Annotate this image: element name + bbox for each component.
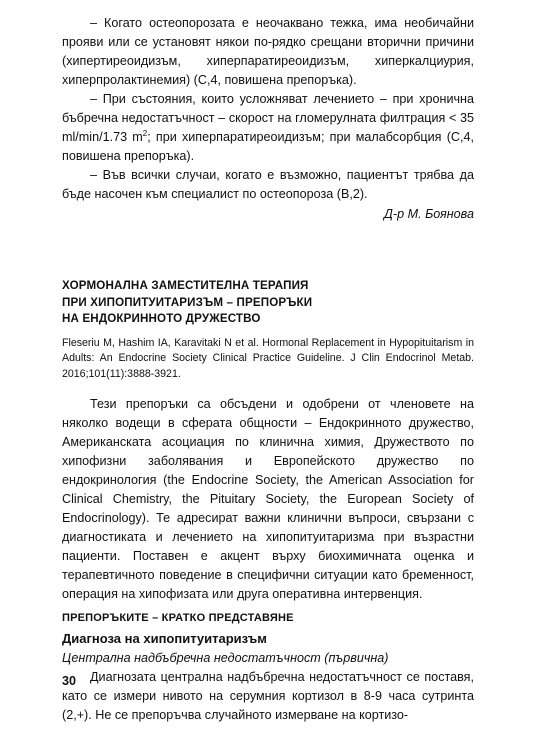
subsection-heading: ПРЕПОРЪКИТЕ – КРАТКО ПРЕДСТАВЯНЕ <box>62 612 294 624</box>
author-signature: Д-р М. Боянова <box>384 207 474 221</box>
diagnosis-paragraph: Диагнозата централна надбъбречна недостатъчност се поставя, като се измери нивото на серумния кортизол в 8-9 часа сутринта (2,+). Не се препоръчва случайното измерване на кортизо- <box>62 670 474 722</box>
intro-paragraph: Тези препоръки са обсъдени и одобрени от членовете на няколко водещи в сферата общности – Ендокринното дружество, Американската асоциация по клинична химия, Дружеството по хипофизни заболявания и Европейското дружество по ендокринология (the Endocrine Society, the American Association for Clinical Chemistry, the Pituitary Society, the European Society of Endocrinology). Те адресират важни клинични въпроси, свързани с диагностиката и лечението на хипопитуитаризма при възрастни пациенти. Поставен е акцент върху биохимичната оценка и терапевтичното поведение в специфични ситуации като бременност, операция на хипофизата или друга оперативна интервенция. <box>62 397 474 601</box>
page-number: 30 <box>62 674 77 688</box>
page-content <box>62 14 474 725</box>
bullet-complicating-conditions: – При състояния, които усложняват лечението – при хронична бъбречна недостатъчност – скорост на гломерулната филтрация < 35 ml/min/1.73 $m^2$; при хиперпаратиреоидизъм; при малабсорбция (C,4, повишена препоръка). <box>62 92 474 163</box>
citation: Fleseriu M, Hashim IA, Karavitaki N et al. Hormonal Replacement in Hypopituitarism in Adults: An Endocrine Society Clinical Practice Guideline. J Clin Endocrinol Metab. 2016;101(11):3888-3921. <box>62 336 474 380</box>
subsection-title: Диагноза на хипопитуитаризъм <box>62 631 267 646</box>
section-title: ХОРМОНАЛНА ЗАМЕСТИТЕЛНА ТЕРАПИЯ ПРИ ХИПОПИТУИТАРИЗЪМ – ПРЕПОРЪКИ НА ЕНДОКРИННОТО ДРУЖЕСТВО <box>62 279 313 325</box>
subsubsection-title: Централна надбъбречна недостатъчност (първична) <box>62 651 389 665</box>
bullet-referral: – Във всички случаи, когато е възможно, пациентът трябва да бъде насочен към специалист по остеопороза (B,2). <box>62 168 474 201</box>
bullet-osteoporosis-severe: – Когато остеопорозата е неочаквано тежка, има необичайни прояви или се установят някои по-рядко срещани вторични причини (хипертиреоидизъм, хиперпаратиреоидизъм, хиперкалциурия, хиперпролактинемия) (C,4, повишена препоръка). <box>62 16 474 87</box>
